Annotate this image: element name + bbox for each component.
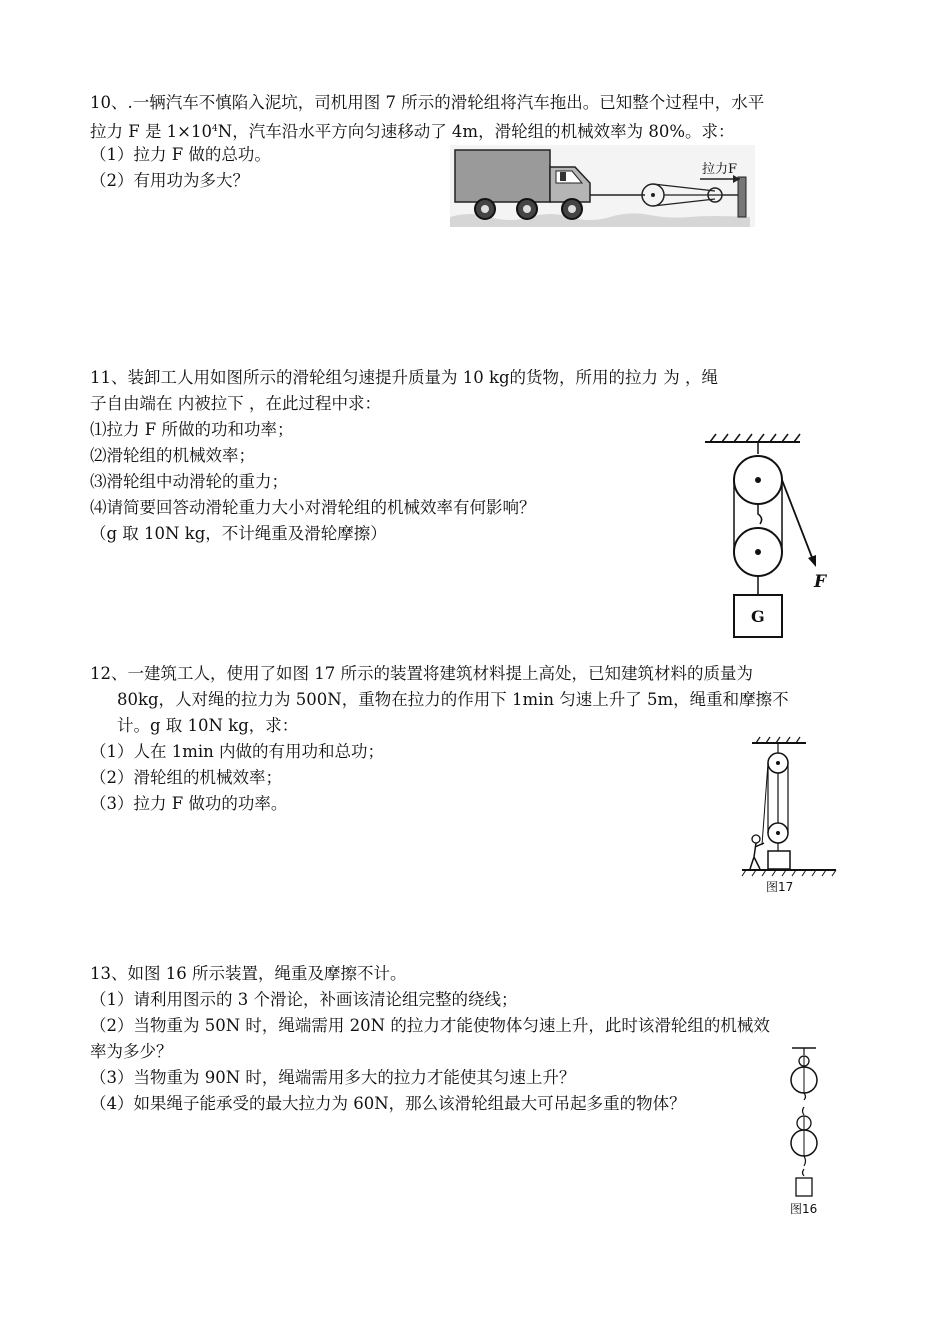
q12-line2: 80kg，人对绳的拉力为 500N，重物在拉力的作用下 1min 匀速上升了 5m，绳重和摩擦不 — [117, 690, 789, 709]
q10-line2-b: N，汽车沿水平方向匀速移动了 4m，滑轮组的机械效率为 80%。求： — [217, 122, 735, 141]
q11-weight-label: G — [751, 607, 765, 626]
q12-line3: 计。g 取 10N kg，求： — [117, 716, 299, 735]
q13-sub2a: （2）当物重为 50N 时，绳端需用 20N 的拉力才能使物体匀速上升，此时该滑轮组的机械效 — [90, 1016, 770, 1035]
q12-sub3: （3）拉力 F 做功的功率。 — [90, 794, 288, 813]
q10-sub1: （1）拉力 F 做的总功。 — [90, 145, 271, 164]
q10-line2 — [90, 116, 735, 145]
q10-line2-a: 拉力 F 是 1×10 — [90, 122, 213, 141]
q11-line2: 子自由端在 内被拉下 ，在此过程中求： — [90, 394, 381, 413]
pulley-figure-q13 — [782, 1045, 827, 1229]
q11-force-label: F — [814, 572, 827, 592]
q13-sub1: （1）请利用图示的 3 个滑论，补画该清论组完整的绕线； — [90, 990, 518, 1009]
q11-line1: 11、装卸工人用如图所示的滑轮组匀速提升质量为 10 kg的货物，所用的拉力 为 ，绳 — [90, 368, 719, 387]
q12-sub1: （1）人在 1min 内做的有用功和总功； — [90, 742, 385, 761]
q11-sub4: ⑷请简要回答动滑轮重力大小对滑轮组的机械效率有何影响？ — [90, 498, 536, 517]
pulley-figure-q11 — [700, 432, 840, 646]
q12-sub2: （2）滑轮组的机械效率； — [90, 768, 282, 787]
q10-sub2: （2）有用功为多大？ — [90, 171, 249, 190]
q11-sub2: ⑵滑轮组的机械效率； — [90, 446, 255, 465]
q10-exponent: 4 — [212, 124, 218, 134]
fig17-caption: 图17 — [766, 880, 794, 894]
q13-line1: 13、如图 16 所示装置，绳重及摩擦不计。 — [90, 964, 407, 983]
q13-sub3: （3）当物重为 90N 时，绳端需用多大的拉力才能使其匀速上升？ — [90, 1068, 576, 1087]
pulley-figure-q12 — [740, 735, 840, 904]
q11-note: （g 取 10N kg，不计绳重及滑轮摩擦） — [90, 524, 387, 543]
fig16-caption: 图16 — [790, 1202, 818, 1216]
q13-sub2b: 率为多少？ — [90, 1042, 173, 1061]
truck-pulley-figure — [450, 145, 755, 231]
q10-line1: 10、.一辆汽车不慎陷入泥坑，司机用图 7 所示的滑轮组将汽车拖出。已知整个过程中，水平 — [90, 93, 765, 112]
q11-sub3: ⑶滑轮组中动滑轮的重力； — [90, 472, 288, 491]
q10-force-label: 拉力F — [702, 162, 738, 177]
q12-line1: 12、一建筑工人，使用了如图 17 所示的装置将建筑材料提上高处，已知建筑材料的质量为 — [90, 664, 753, 683]
q13-sub4: （4）如果绳子能承受的最大拉力为 60N，那么该滑轮组最大可吊起多重的物体？ — [90, 1094, 686, 1113]
q11-sub1: ⑴拉力 F 所做的功和功率； — [90, 420, 294, 439]
